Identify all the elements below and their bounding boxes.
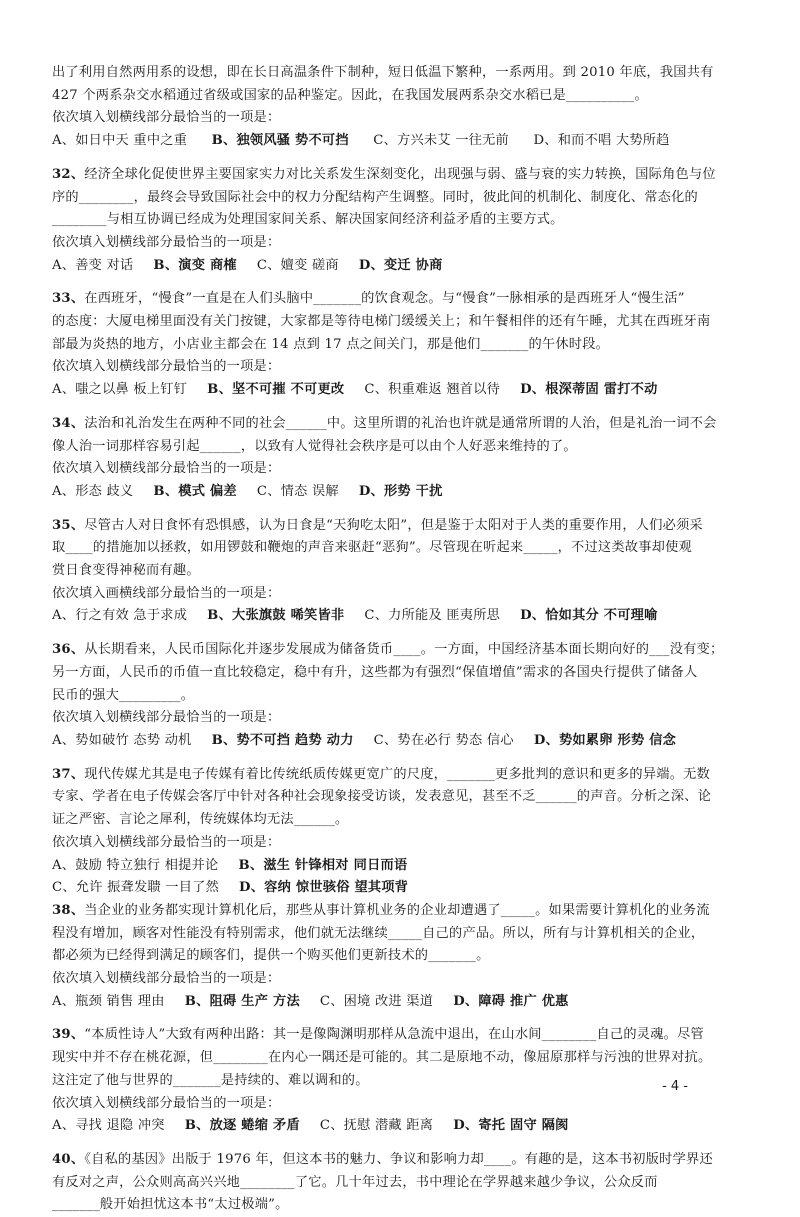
option-b[interactable]: B、势不可挡 趋势 动力: [211, 732, 354, 748]
passage-line: [52, 900, 752, 923]
question-block: [52, 764, 752, 900]
option-c[interactable]: C、抚慰 潜藏 距离: [319, 1118, 434, 1134]
question-block: [52, 639, 752, 753]
option-c[interactable]: C、困境 改进 渠道: [319, 993, 434, 1009]
option-c[interactable]: C、积重难返 翘首以待: [364, 382, 501, 398]
passage-line: [52, 945, 752, 968]
option-d[interactable]: D、根深蒂固 雷打不动: [520, 382, 658, 398]
option-a[interactable]: A、寻找 退隐 冲突: [52, 1118, 165, 1134]
passage-line: [52, 1070, 752, 1093]
question-list: [52, 164, 752, 1217]
option-a[interactable]: A、善变 对话: [52, 257, 134, 273]
passage-line: [52, 1172, 752, 1195]
passage-text: 现实中并不存在桃花源，但________在内心一隅还是可能的。其二是原地不动，像屈原那样与污浊的世界对抗。: [52, 1050, 712, 1066]
question-prompt: 依次填入画横线部分最恰当的一项是：: [52, 585, 281, 601]
option-d[interactable]: D、形势 干扰: [358, 483, 443, 499]
option-b[interactable]: B、模式 偏差: [153, 483, 237, 499]
question-number: 38、: [52, 902, 85, 918]
option-b[interactable]: B、坚不可摧 不可更改: [207, 382, 345, 398]
question-block: [52, 1024, 752, 1138]
options-row: [52, 605, 752, 628]
options-row: [52, 130, 752, 153]
passage-line: [52, 515, 752, 538]
option-d[interactable]: D、寄托 固守 隔阂: [453, 1118, 569, 1134]
passage-text: ________与相互协调已经成为处理国家间关系、解决国家间经济利益矛盾的主要方式。: [52, 212, 564, 228]
option-c[interactable]: C、允许 振聋发聩 一目了然: [52, 880, 220, 896]
passage-text: 取____的措施加以拯救，如用锣鼓和鞭炮的声音来驱赶“恶狗”。尽管现在听起来_____，不过这类故事却使观: [52, 540, 692, 556]
passage-line: 427 个两系杂交水稻通过省级或国家的品种鉴定。因此，在我国发展两系杂交水稻已是__________。: [52, 87, 648, 103]
question-block: [52, 515, 752, 629]
options-row: [52, 730, 752, 753]
option-c[interactable]: C、情态 误解: [256, 483, 339, 499]
option-a[interactable]: A、形态 歧义: [52, 483, 134, 499]
question-prompt: 依次填入划横线部分最恰当的一项是：: [52, 461, 281, 477]
question-block: [52, 1149, 752, 1217]
option-d[interactable]: D、障碍 推广 优惠: [453, 993, 569, 1009]
passage-line: [52, 662, 752, 685]
option-b[interactable]: B、阻碍 生产 方法: [184, 993, 300, 1009]
option-b[interactable]: B、滋生 针锋相对 同日而语: [238, 857, 408, 873]
passage-line: [52, 639, 752, 662]
option-b[interactable]: B、独领风骚 势不可挡: [211, 133, 349, 149]
passage-text: 有反对之声，公众则高高兴兴地________了它。几十年过去，书中理论在学界越来越少争议，公众反而: [52, 1174, 658, 1190]
passage-text: 民币的强大_________。: [52, 687, 195, 703]
passage-text: “本质性诗人”大致有两种出路：其一是像陶渊明那样从急流中退出，在山水间________自己的灵魂。尽管: [84, 1027, 704, 1043]
exam-page: [52, 62, 752, 1217]
option-a[interactable]: A、行之有效 急于求成: [52, 608, 188, 624]
question-prompt: 依次填入划横线部分最恰当的一项是：: [52, 110, 281, 126]
question-number: 36、: [52, 642, 85, 658]
question-number: 33、: [52, 291, 85, 307]
passage-line: [52, 1149, 752, 1172]
question-block: [52, 413, 752, 504]
passage-text: 赏日食变得神秘而有趣。: [52, 563, 200, 579]
passage-text: 专家、学者在电子传媒会客厅中针对各种社会现象接受访谈，发表意见，甚至不乏______的声音。分析之深、论: [52, 789, 712, 805]
passage-line: [52, 187, 752, 210]
option-a[interactable]: A、鼓励 特立独行 相提并论: [52, 857, 219, 873]
option-d[interactable]: D、变迁 协商: [358, 257, 443, 273]
option-c[interactable]: C、力所能及 匪夷所思: [364, 608, 501, 624]
passage-line: [52, 164, 752, 187]
question-prompt: 依次填入划横线部分最恰当的一项是：: [52, 359, 281, 375]
options-row: [52, 481, 752, 504]
passage-line: [52, 288, 752, 311]
option-a[interactable]: A、嗤之以鼻 板上钉钉: [52, 382, 188, 398]
passage-line: [52, 537, 752, 560]
passage-text: 序的________，最终会导致国际社会中的权力分配结构产生调整。同时，彼此间的机制化、制度化、常态化的: [52, 189, 698, 205]
passage-line: [52, 311, 752, 334]
options-row: [52, 877, 752, 900]
passage-text: 部最为炎热的地方，小店业主都会在 14 点到 17 点之间关门，那是他们_______的午休时段。: [52, 336, 610, 352]
passage-text: 证之严密、言论之犀利，传统媒体均无法______。: [52, 812, 349, 828]
question-prompt: 依次填入划横线部分最恰当的一项是：: [52, 234, 281, 250]
passage-text: 从长期看来，人民币国际化并逐步发展成为储备货币____。一方面，中国经济基本面长期向好的___没有变；: [84, 642, 724, 658]
passage-line: [52, 334, 752, 357]
question-prompt: 依次填入划横线部分最恰当的一项是：: [52, 710, 281, 726]
passage-text: 程没有增加，顾客对性能没有特别需求，他们就无法继续_____自己的产品。所以，所有与计算机相关的企业，: [52, 925, 705, 941]
passage-line: [52, 1047, 752, 1070]
passage-line: [52, 436, 752, 459]
passage-text: 这注定了他与世界的_______是持续的、难以调和的。: [52, 1072, 369, 1088]
passage-text: 现代传媒尤其是电子传媒有着比传统纸质传媒更宽广的尺度，_______更多批判的意识和更多的异端。无数: [84, 766, 711, 782]
question-block: [52, 164, 752, 278]
question-block: [52, 288, 752, 402]
question-number: 34、: [52, 415, 85, 431]
passage-line: [52, 560, 752, 583]
question-number: 40、: [52, 1151, 85, 1167]
option-a[interactable]: A、如日中天 重中之重: [52, 133, 188, 149]
option-a[interactable]: A、瓶颈 销售 理由: [52, 993, 165, 1009]
question-prompt: 依次填入划横线部分最恰当的一项是：: [52, 971, 281, 987]
option-c[interactable]: C、方兴未艾 一往无前: [373, 133, 509, 149]
option-b[interactable]: B、放逐 蜷缩 矛盾: [184, 1118, 300, 1134]
option-d[interactable]: D、恰如其分 不可理喻: [520, 608, 658, 624]
passage-text: 法治和礼治发生在两种不同的社会______中。这里所谓的礼治也许就是通常所谓的人治，但是礼治一词不会: [84, 415, 717, 431]
options-row: [52, 991, 752, 1014]
question-number: 39、: [52, 1027, 85, 1043]
passage-line: [52, 685, 752, 708]
question-prompt: 依次填入划横线部分最恰当的一项是：: [52, 1095, 281, 1111]
passage-line: [52, 1024, 752, 1047]
passage-text: _______般开始担忧这本书“太过极端”。: [52, 1197, 289, 1213]
page-number: - 4 -: [662, 1079, 688, 1094]
question-number: 37、: [52, 766, 85, 782]
option-b[interactable]: B、大张旗鼓 唏笑皆非: [207, 608, 345, 624]
passage-text: 的态度：大厦电梯里面没有关门按键，大家都是等待电梯门缓缓关上；和午餐相伴的还有午睡，尤其在西班牙南: [52, 314, 711, 330]
option-c[interactable]: C、势在必行 势态 信心: [373, 732, 514, 748]
question-number: 35、: [52, 517, 85, 533]
option-a[interactable]: A、势如破竹 态势 动机: [52, 732, 192, 748]
passage-text: 在西班牙，“慢食”一直是在人们头脑中_______的饮食观念。与“慢食”一脉相承的是西班牙人“慢生活”: [84, 291, 685, 307]
passage-line: [52, 764, 752, 787]
passage-text: 《自私的基因》出版于 1976 年，但这本书的魅力、争议和影响力却____。有趣的是，这本书初版时学界还: [84, 1151, 713, 1167]
options-row: [52, 379, 752, 402]
option-d[interactable]: D、势如累卵 形势 信念: [533, 732, 677, 748]
passage-line: [52, 413, 752, 436]
passage-line: [52, 923, 752, 946]
passage-text: 都必须为已经得到满足的顾客们，提供一个购买他们更新技术的_______。: [52, 948, 490, 964]
passage-line: [52, 786, 752, 809]
passage-line: [52, 1194, 752, 1217]
passage-text: 另一方面，人民币的币值一直比较稳定，稳中有升，这些都为有强烈“保值增值”需求的各国央行提供了储备人: [52, 664, 698, 680]
question-prompt: 依次填入划横线部分最恰当的一项是：: [52, 834, 281, 850]
passage-line: [52, 809, 752, 832]
option-d[interactable]: D、容纳 惊世骇俗 望其项背: [239, 880, 409, 896]
passage-text: 尽管古人对日食怀有恐惧感，认为日食是“天狗吃太阳”，但是鉴于太阳对于人类的重要作用，人们必须采: [84, 517, 703, 533]
option-b[interactable]: B、演变 商榷: [153, 257, 237, 273]
passage-line: [52, 209, 752, 232]
option-c[interactable]: C、嬗变 磋商: [256, 257, 339, 273]
question-block: [52, 900, 752, 1014]
question-31-tail: [52, 62, 752, 153]
option-d[interactable]: D、和而不唱 大势所趋: [533, 133, 670, 149]
question-number: 32、: [52, 166, 85, 182]
passage-text: 像人治一词那样容易引起______，以致有人觉得社会秩序是可以由个人好恶来维持的了。: [52, 438, 577, 454]
options-row: [52, 255, 752, 278]
options-row: [52, 855, 752, 878]
passage-text: 经济全球化促使世界主要国家实力对比关系发生深刻变化，出现强与弱、盛与衰的实力转换，国际角色与位: [84, 166, 716, 182]
passage-text: 当企业的业务都实现计算机化后，那些从事计算机业务的企业却遭遇了_____。如果需要计算机化的业务流: [84, 902, 710, 918]
passage-line: 出了利用自然两用系的设想，即在长日高温条件下制种，短日低温下繁种，一系两用。到 2010 年底，我国共有: [52, 65, 714, 80]
options-row: [52, 1115, 752, 1138]
